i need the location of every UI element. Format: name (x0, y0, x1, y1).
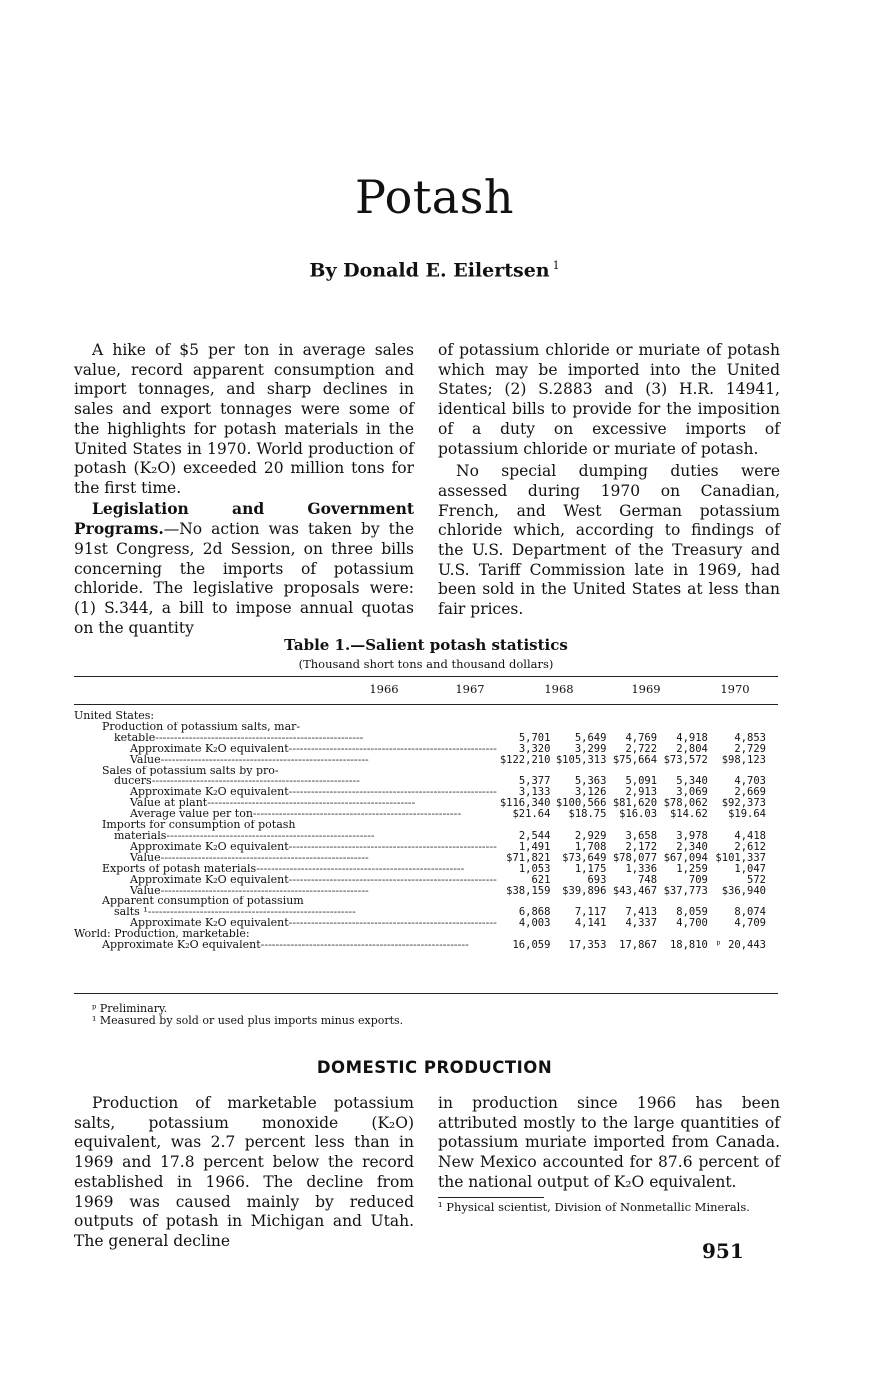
table-title: Table 1.—Salient potash statistics (284, 636, 568, 654)
row-label (74, 798, 497, 809)
row-label-text: Value ----- (130, 886, 369, 897)
cell-1970: 2,612 (734, 840, 766, 853)
author-name: By Donald E. Eilertsen (309, 259, 550, 282)
cell-1970: 8,074 (734, 906, 766, 919)
cell-1970 (708, 711, 778, 722)
cell-1968: 3,658 (625, 829, 658, 842)
cell-1970: $98,123 (721, 753, 766, 766)
row-label (74, 820, 497, 831)
cell-1969: 4,700 (676, 917, 708, 930)
cell-1969: 3,069 (676, 786, 708, 799)
intro-paragraph-4: No special dumping duties were assessed during 1970 on Canadian, French, and West German potassium chloride which, according to findings of the U.S. Department of the Treasury and U.S. Tariff Commission late in 1969, had been sold in the United States at less than fair prices. (438, 462, 780, 619)
row-label-text: salts ¹ ----- (114, 907, 356, 918)
table-row (74, 864, 778, 875)
row-label (74, 907, 497, 918)
cell-1969: 18,810 (669, 939, 708, 952)
cell-1970: $19.64 (728, 808, 766, 821)
cell-1969: 5,340 (676, 775, 708, 788)
cell-1969: $73,572 (663, 753, 708, 766)
cell-1967: $100,566 (555, 797, 607, 810)
row-label-text: ducers ----- (114, 776, 360, 787)
row-label (74, 896, 497, 907)
cell-1966: 3,133 (518, 786, 551, 799)
table-row (74, 744, 778, 755)
cell-1966: 621 (531, 873, 551, 886)
cell-1966 (497, 711, 551, 722)
cell-1968: $43,467 (612, 884, 658, 897)
cell-1969: $37,773 (663, 884, 708, 897)
row-label (74, 940, 497, 951)
legislation-body: —No action was taken by the 91st Congress, 2d Session, on three bills concerning the imports of potassium chloride. The legislative proposals were: (1) S.344, a bill to impose annual quotas on the quantity (74, 520, 414, 637)
row-label-text: United States: (74, 711, 155, 722)
table-row (74, 733, 778, 744)
table-footnote: ᵖ Preliminary. (92, 1002, 168, 1015)
cell-1967: 693 (587, 873, 607, 886)
cell-1967: 3,126 (574, 786, 607, 799)
row-label (74, 853, 497, 864)
table-row (74, 896, 778, 907)
row-label (74, 842, 497, 853)
cell-1966: 2,544 (518, 829, 551, 842)
row-label (74, 918, 497, 929)
cell-1967: 3,299 (574, 742, 607, 755)
row-label-text: ketable ----- (114, 733, 363, 744)
cell-1967: 17,353 (568, 939, 607, 952)
cell-1970: 2,669 (734, 786, 766, 799)
cell-1969 (657, 711, 708, 722)
cell-1967 (550, 711, 606, 722)
cell-1967: 1,175 (574, 862, 607, 875)
cell-1970: ᵖ 20,443 (715, 939, 766, 952)
author-footnote: ¹ Physical scientist, Division of Nonmetallic Minerals. (438, 1200, 750, 1214)
row-label-text: World: Production, marketable: (74, 929, 250, 941)
row-label (74, 722, 497, 733)
page-number: 951 (702, 1239, 744, 1263)
table-row (74, 755, 778, 766)
intro-paragraph-1: A hike of $5 per ton in average sales value, record apparent consumption and import tonnages, and sharp declines in sales and export tonnages were some of the highlights for potash materials in the United States in 1970. World production of potash (K₂O) exceeded 20 million tons for the first time. (74, 341, 414, 497)
cell-1967: 7,117 (574, 906, 607, 919)
cell-1968: 748 (638, 873, 658, 886)
section-heading: DOMESTIC PRODUCTION (316, 1058, 553, 1077)
cell-1967: 2,929 (574, 829, 607, 842)
cell-1969: 709 (688, 873, 708, 886)
cell-1967: $73,649 (562, 851, 607, 864)
row-label (74, 831, 497, 842)
row-label-text: Value ----- (130, 853, 369, 864)
table-row (74, 853, 778, 864)
cell-1967: 4,141 (574, 917, 607, 930)
row-label (74, 929, 497, 940)
cell-1966: 6,868 (518, 906, 551, 919)
table-row (74, 711, 778, 722)
row-label-text: Approximate K₂O equivalent ----- (102, 940, 469, 951)
row-label (74, 766, 497, 777)
cell-1967: $105,313 (555, 753, 607, 766)
cell-1968: 17,867 (619, 939, 658, 952)
row-label-text: Production of potassium salts, mar- (102, 721, 301, 733)
row-label-text: Approximate K₂O equivalent ----- (130, 744, 497, 755)
cell-1968: $78,077 (612, 851, 658, 864)
cell-1966: 16,059 (512, 939, 551, 952)
cell-1969: 8,059 (676, 906, 708, 919)
row-label-text: Imports for consumption of potash (102, 820, 296, 831)
cell-1968: $81,620 (612, 797, 658, 810)
cell-1970: 2,729 (734, 742, 766, 755)
cell-1968: $75,664 (612, 753, 658, 766)
year-header: 1970 (720, 682, 750, 696)
cell-1966: $71,821 (506, 851, 551, 864)
table-row (74, 722, 778, 733)
cell-1967: $18.75 (568, 808, 607, 821)
cell-1970: $92,373 (721, 797, 766, 810)
cell-1966: $122,210 (499, 753, 551, 766)
table-row (74, 907, 778, 918)
cell-1970: $101,337 (715, 851, 766, 864)
cell-1966: $116,340 (499, 797, 551, 810)
table-bottom-rule (74, 993, 778, 994)
cell-1968: 2,722 (625, 742, 658, 755)
row-label (74, 744, 497, 755)
cell-1969: 4,918 (676, 731, 708, 744)
cell-1970: $36,940 (721, 884, 766, 897)
table-row (74, 820, 778, 831)
cell-1970: 4,709 (734, 917, 766, 930)
cell-1968: 5,091 (625, 775, 658, 788)
table-top-rule (74, 676, 778, 677)
cell-1969: 2,340 (676, 840, 708, 853)
row-label-text: Average value per ton ----- (130, 809, 461, 820)
cell-1968: 7,413 (625, 906, 658, 919)
row-label-text: Approximate K₂O equivalent ----- (130, 842, 497, 853)
cell-1970: 4,418 (734, 829, 766, 842)
cell-1968: 2,913 (625, 786, 658, 799)
cell-1966: 1,053 (518, 862, 551, 875)
intro-paragraph-3: of potassium chloride or muriate of potash which may be imported into the United States; (2) S.2883 and (3) H.R. 14941, identical bills to provide for the imposition of a duty on excessive imports of potassium chloride or muriate of potash. (438, 341, 780, 458)
year-header: 1968 (544, 682, 574, 696)
row-label (74, 711, 497, 722)
section-paragraph-2: in production since 1966 has been attributed mostly to the large quantities of potassium muriate imported from Canada. New Mexico accounted for 87.6 percent of the national output of K₂O equivalent. (438, 1094, 780, 1191)
row-label-text: Exports of potash materials ----- (102, 864, 464, 875)
cell-1968: 1,336 (625, 862, 658, 875)
cell-1969: 3,978 (676, 829, 708, 842)
table-footnote: ¹ Measured by sold or used plus imports minus exports. (92, 1014, 404, 1027)
table-row (74, 809, 778, 820)
cell-1969: $67,094 (663, 851, 708, 864)
intro-column-right (438, 341, 780, 620)
cell-1966: 4,003 (518, 917, 551, 930)
year-header: 1969 (631, 682, 661, 696)
table-row (74, 875, 778, 886)
row-label-text: Sales of potassium salts by pro- (102, 765, 279, 777)
section-paragraph-1: Production of marketable potassium salts, potassium monoxide (K₂O) equivalent, was 2.7 percent less than in 1969 and 17.8 percent below the record established in 1966. The decline from 1969 was caused mainly by reduced outputs of potash in Michigan and Utah. The general decline (74, 1094, 414, 1250)
row-label (74, 809, 497, 820)
table-row (74, 831, 778, 842)
cell-1967: 1,708 (574, 840, 607, 853)
cell-1968: 4,769 (625, 731, 658, 744)
cell-1966: $21.64 (512, 808, 551, 821)
table-row (74, 886, 778, 897)
row-label-text: Apparent consumption of potassium (102, 896, 304, 908)
section-column-left (74, 1094, 414, 1252)
row-label (74, 776, 497, 787)
cell-1967: 5,363 (574, 775, 607, 788)
cell-1968 (606, 711, 657, 722)
cell-1966: $38,159 (506, 884, 551, 897)
row-label (74, 787, 497, 798)
cell-1970: 4,853 (734, 731, 766, 744)
table-row (74, 776, 778, 787)
row-label-text: Approximate K₂O equivalent ----- (130, 787, 497, 798)
cell-1968: 2,172 (625, 840, 658, 853)
byline (0, 259, 869, 281)
cell-1966: 5,377 (518, 775, 551, 788)
salient-statistics-table (74, 711, 778, 951)
cell-1966: 5,701 (518, 731, 551, 744)
row-label (74, 875, 497, 886)
cell-1966: 3,320 (518, 742, 551, 755)
cell-1968: 4,337 (625, 917, 658, 930)
table-row (74, 918, 778, 929)
row-label-text: Approximate K₂O equivalent ----- (130, 918, 497, 929)
table-header (74, 682, 778, 698)
cell-1968: $16.03 (619, 808, 658, 821)
cell-1966: 1,491 (518, 840, 551, 853)
cell-1970: 4,703 (734, 775, 766, 788)
row-label (74, 755, 497, 766)
row-label (74, 886, 497, 897)
row-label-text: Value ----- (130, 755, 369, 766)
table-subtitle: (Thousand short tons and thousand dollars) (298, 657, 554, 671)
legislation-paragraph (74, 499, 414, 639)
section-column-right (438, 1094, 780, 1193)
row-label (74, 733, 497, 744)
cell-1969: $78,062 (663, 797, 708, 810)
table-row (74, 766, 778, 777)
cell-1969: 1,259 (676, 862, 708, 875)
row-label (74, 864, 497, 875)
legislation-heading: Legislation and Government Programs. (74, 498, 414, 539)
cell-1967: 5,649 (574, 731, 607, 744)
row-label-text: materials ----- (114, 831, 375, 842)
cell-1967: $39,896 (562, 884, 607, 897)
footnote-rule (438, 1197, 544, 1198)
year-header: 1966 (369, 682, 399, 696)
intro-column-left (74, 341, 414, 639)
byline-footnote-marker: 1 (552, 259, 560, 272)
row-label-text: Value at plant ----- (130, 798, 415, 809)
cell-1969: $14.62 (669, 808, 708, 821)
year-header: 1967 (455, 682, 485, 696)
row-label-text: Approximate K₂O equivalent ----- (130, 875, 497, 886)
article-title: Potash (355, 170, 514, 224)
cell-1970: 572 (747, 873, 766, 886)
cell-1969: 2,804 (676, 742, 708, 755)
cell-1970: 1,047 (734, 862, 766, 875)
table-row (74, 940, 778, 951)
table-header-rule (74, 704, 778, 705)
